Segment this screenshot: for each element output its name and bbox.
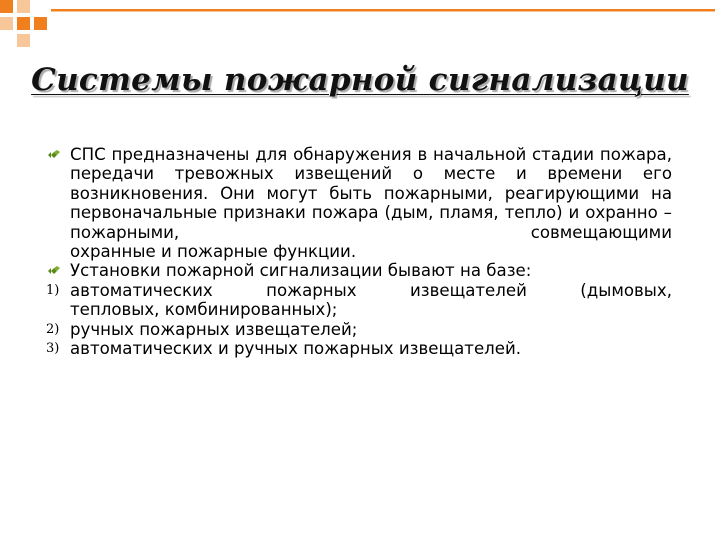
bullet-item-installations bbox=[46, 261, 672, 280]
manual-detectors-text: ручных пожарных извещателей; bbox=[70, 319, 358, 339]
numbered-item-2 bbox=[46, 320, 672, 339]
item-number: 2) bbox=[46, 321, 60, 337]
installations-text: Установки пожарной сигнализации бывают на базе: bbox=[70, 261, 532, 281]
item-number: 1) bbox=[46, 282, 60, 298]
combined-detectors-text: автоматических и ручных пожарных извещателей. bbox=[70, 339, 522, 359]
item-number: 3) bbox=[46, 341, 60, 357]
diamond-bullet-icon bbox=[48, 150, 60, 160]
automatic-detectors-text: автоматических пожарных извещателей (дымовых, тепловых, комбинированных); bbox=[70, 280, 672, 320]
slide-content bbox=[46, 145, 672, 358]
sps-description: СПС предназначены для обнаружения в начальной стадии пожара, передачи тревожных извещений о месте и времени его возникновения. Они могут быть пожарными, реагирующими на первоначальные признаки пожара (дым, пламя, тепло) и охранно – пожарными, совмещающими охранные и пожарные функции. bbox=[70, 145, 673, 262]
numbered-item-3 bbox=[46, 339, 672, 358]
numbered-item-1 bbox=[46, 281, 672, 320]
bullet-item-sps bbox=[46, 145, 672, 261]
slide-title: Системы пожарной сигнализации bbox=[31, 62, 689, 98]
diamond-bullet-icon bbox=[48, 266, 60, 276]
corner-squares-decoration bbox=[0, 0, 720, 60]
